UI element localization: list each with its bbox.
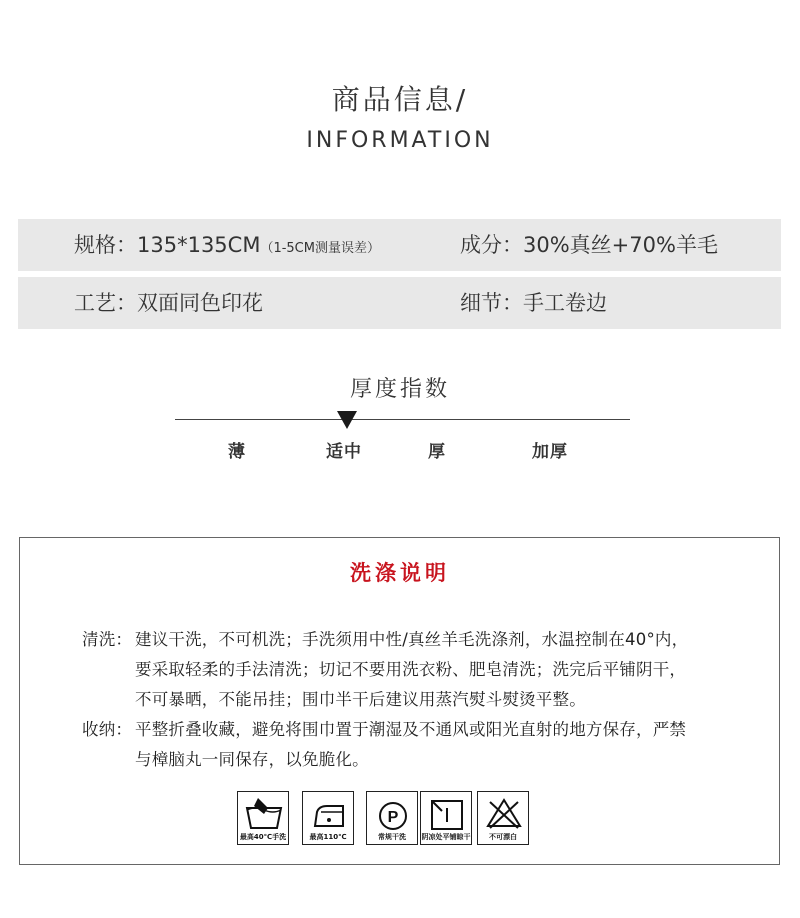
clean-line-1: 建议干洗，不可机洗；手洗须用中性/真丝羊毛洗涤剂，水温控制在40°内， [135, 630, 689, 649]
spec-row-1 [18, 219, 781, 271]
thickness-level-thick: 厚 [428, 442, 446, 462]
spec-row-2 [18, 277, 781, 329]
iron-caption: 最高110℃ [309, 833, 347, 841]
clean-line-3: 不可暴晒，不能吊挂；围巾半干后建议用蒸汽熨斗熨烫平整。 [135, 690, 586, 709]
thickness-level-thin: 薄 [228, 442, 246, 462]
thickness-marker-icon [337, 411, 357, 429]
iron-icon [302, 791, 354, 845]
washing-title: 洗涤说明 [350, 561, 450, 585]
clean-label: 清洗： [82, 630, 133, 649]
detail-value: 手工卷边 [523, 291, 607, 315]
thickness-title: 厚度指数 [349, 377, 450, 402]
craft-label: 工艺： [74, 291, 137, 315]
storage-line-1: 平整折叠收藏，避免将围巾置于潮湿及不通风或阳光直射的地方保存，严禁 [135, 720, 687, 739]
dry-clean-caption: 常规干洗 [378, 833, 406, 841]
size-note: （1-5CM测量误差） [260, 241, 380, 256]
craft-value: 双面同色印花 [137, 291, 263, 315]
storage-label: 收纳： [82, 720, 133, 739]
thickness-scale-line [175, 419, 630, 420]
material-spec [460, 219, 718, 271]
page-title: 商品信息/ [331, 83, 469, 116]
flat-dry-shade-icon [420, 791, 472, 845]
hand-wash-caption: 最高40℃手洗 [239, 833, 287, 841]
flat-dry-caption: 阴凉处平铺晾干 [421, 833, 471, 841]
thickness-level-extra-thick: 加厚 [532, 442, 568, 462]
size-spec [74, 219, 380, 271]
size-label: 规格： [74, 233, 137, 257]
no-bleach-caption: 不可漂白 [489, 833, 517, 841]
svg-text:P: P [387, 809, 399, 826]
detail-label: 细节： [460, 291, 523, 315]
material-value: 30%真丝+70%羊毛 [523, 233, 718, 257]
page-subtitle: INFORMATION [306, 128, 494, 153]
hand-wash-icon [237, 791, 289, 845]
size-value: 135*135CM [137, 233, 261, 257]
craft-spec [74, 277, 263, 329]
no-bleach-icon [477, 791, 529, 845]
thickness-level-medium: 适中 [326, 442, 362, 462]
detail-spec [460, 277, 607, 329]
material-label: 成分： [460, 233, 523, 257]
clean-line-2: 要采取轻柔的手法清洗；切记不要用洗衣粉、肥皂清洗；洗完后平铺阴干， [135, 660, 687, 679]
dry-clean-icon [366, 791, 418, 845]
storage-line-2: 与樟脑丸一同保存，以免脆化。 [135, 750, 369, 769]
